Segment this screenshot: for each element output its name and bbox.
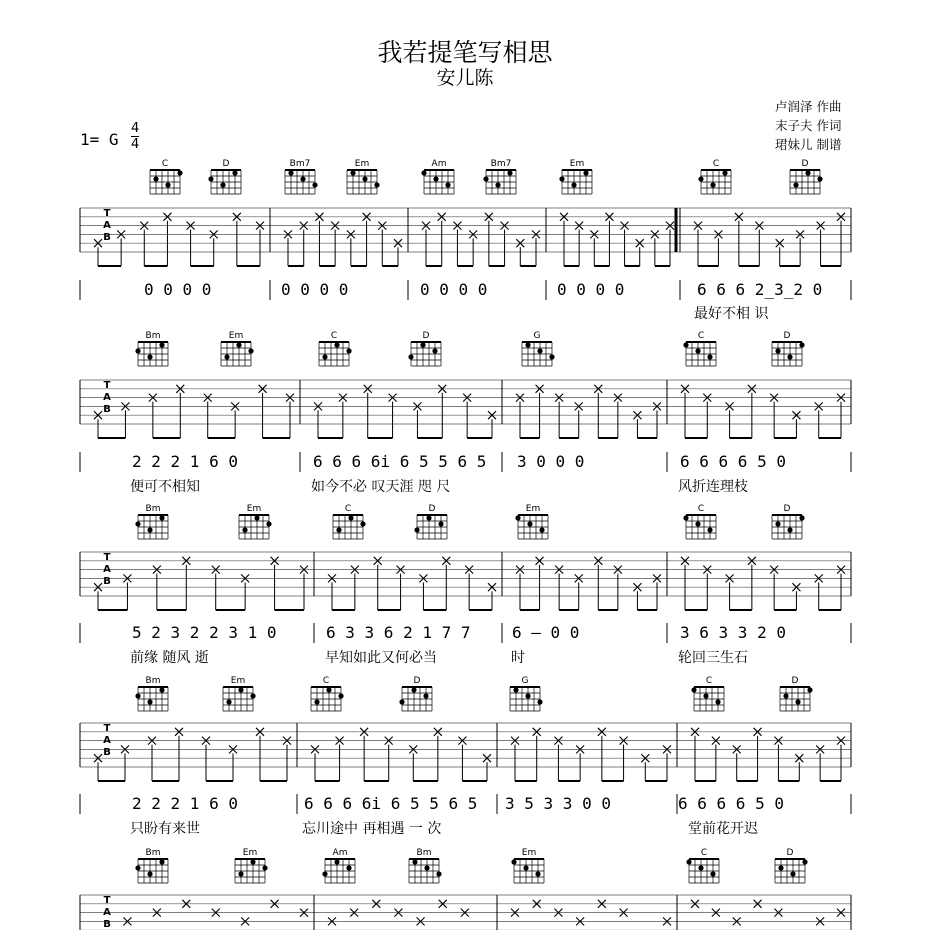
chord-dot — [350, 170, 355, 175]
chord-dot — [147, 871, 152, 876]
chord-diagram-Am — [322, 848, 355, 883]
chord-name: Em — [354, 159, 370, 169]
chord-dot — [807, 687, 812, 692]
chord-dot — [549, 354, 554, 359]
chord-diagram-D — [414, 504, 447, 539]
tab-staff — [80, 895, 851, 930]
chord-dot — [159, 342, 164, 347]
chord-dot — [783, 693, 788, 698]
tab-letter: A — [103, 392, 111, 403]
chord-dot — [334, 342, 339, 347]
chord-dot — [715, 699, 720, 704]
tab-staff — [80, 552, 851, 610]
chord-dot — [346, 348, 351, 353]
chord-dot — [312, 182, 317, 187]
chord-dot — [322, 871, 327, 876]
chord-dot — [525, 342, 530, 347]
chord-diagram-C — [150, 159, 183, 194]
chord-dot — [242, 527, 247, 532]
chord-dot — [778, 865, 783, 870]
chord-diagram-D — [790, 159, 823, 194]
time-denominator: 4 — [131, 137, 140, 152]
lyric-line: 风折连理枝 — [678, 479, 748, 495]
chord-dot — [436, 871, 441, 876]
tab-letter: A — [103, 907, 111, 918]
jianpu-measure: 3 6 3 3 2 0 — [680, 623, 786, 642]
chord-name: Bm7 — [490, 159, 512, 169]
chord-dot — [539, 527, 544, 532]
chord-name: Em — [521, 848, 537, 858]
jianpu-measure: 6 3 3 6 2 1 7 7 — [326, 623, 471, 642]
tab-letter: T — [103, 895, 111, 906]
chord-diagram-D — [772, 331, 805, 366]
tab-letter: T — [103, 723, 111, 734]
chord-dot — [135, 521, 140, 526]
chord-name: C — [705, 676, 713, 686]
chord-dot — [147, 354, 152, 359]
chord-dot — [147, 527, 152, 532]
chord-dot — [236, 342, 241, 347]
chord-diagram-Bm — [409, 848, 442, 883]
chord-diagram-D — [208, 159, 241, 194]
lyric-line: 只盼有来世 — [130, 821, 200, 837]
chord-dot — [583, 170, 588, 175]
chord-dot — [336, 527, 341, 532]
chord-name: D — [422, 331, 430, 341]
chord-dot — [695, 348, 700, 353]
jianpu-measure: 0 0 0 0 — [420, 280, 488, 299]
chord-dot — [722, 170, 727, 175]
chord-dot — [799, 515, 804, 520]
chord-dot — [695, 521, 700, 526]
chord-diagram-Em — [235, 848, 268, 883]
jianpu-measure: 6 6 6 6 5 0 — [680, 452, 786, 471]
chord-name: G — [533, 331, 541, 341]
chord-dot — [495, 182, 500, 187]
chord-dot — [438, 521, 443, 526]
chord-dot — [153, 176, 158, 181]
chord-diagram-C — [319, 331, 352, 366]
tab-letter: B — [103, 919, 111, 930]
lyric-line: 前缘 随风 逝 — [130, 650, 209, 666]
chord-dot — [314, 699, 319, 704]
chord-dot — [683, 515, 688, 520]
chord-name: D — [801, 159, 809, 169]
chord-dot — [433, 176, 438, 181]
chord-name: Em — [525, 504, 541, 514]
chord-diagram-Em — [347, 159, 380, 194]
chord-name: C — [322, 676, 330, 686]
chord-dot — [423, 693, 428, 698]
chord-dot — [537, 699, 542, 704]
chord-name: Em — [569, 159, 585, 169]
chord-dot — [346, 865, 351, 870]
jianpu-measure: 5 2 3 2 2 3 1 0 — [132, 623, 277, 642]
chord-dot — [707, 527, 712, 532]
jianpu-measure: 2 2 2 1 6 0 — [132, 794, 238, 813]
lyricist-credit: 末子夫 作词 — [775, 118, 842, 133]
chord-dot — [698, 176, 703, 181]
chord-name: G — [521, 676, 529, 686]
chord-name: Am — [332, 848, 348, 858]
chord-diagram-D — [772, 504, 805, 539]
lyric-line: 轮回三生石 — [678, 650, 748, 666]
chord-diagram-C — [683, 331, 716, 366]
chord-diagram-D — [780, 676, 813, 711]
chord-dot — [686, 859, 691, 864]
chord-dot — [698, 865, 703, 870]
chord-diagram-Bm — [135, 676, 168, 711]
chord-dot — [374, 182, 379, 187]
chord-diagram-C — [686, 848, 719, 883]
chord-dot — [412, 859, 417, 864]
chord-dot — [805, 170, 810, 175]
chord-dot — [224, 354, 229, 359]
chord-dot — [793, 182, 798, 187]
chord-name: Bm — [145, 848, 161, 858]
chord-dot — [348, 515, 353, 520]
chord-name: Em — [230, 676, 246, 686]
tab-letter: T — [103, 380, 111, 391]
jianpu-measure: 6 6 6 2̲3̲2 0 — [697, 280, 823, 299]
tab-staff — [80, 723, 851, 781]
chord-dot — [775, 521, 780, 526]
chord-name: D — [783, 504, 791, 514]
chord-dot — [248, 348, 253, 353]
chord-dot — [334, 859, 339, 864]
chord-dot — [523, 865, 528, 870]
chord-name: Bm7 — [289, 159, 311, 169]
chord-dot — [537, 348, 542, 353]
chord-dot — [250, 693, 255, 698]
lyric-line: 便可不相知 — [130, 479, 200, 495]
chord-dot — [322, 354, 327, 359]
chord-dot — [710, 871, 715, 876]
song-title: 我若提笔写相思 — [377, 38, 553, 67]
chord-dot — [411, 687, 416, 692]
chord-dot — [535, 871, 540, 876]
chord-diagram-D — [408, 331, 441, 366]
chord-name: Am — [431, 159, 447, 169]
chord-dot — [527, 521, 532, 526]
chord-diagram-C — [691, 676, 724, 711]
jianpu-measure: 0 0 0 0 — [281, 280, 349, 299]
chord-diagram-Bm7 — [483, 159, 516, 194]
chord-diagram-Em — [223, 676, 256, 711]
chord-diagram-Em — [515, 504, 548, 539]
chord-dot — [691, 687, 696, 692]
tab-letter: T — [103, 552, 111, 563]
lyric-line: 堂前花开迟 — [688, 821, 758, 837]
chord-dot — [515, 515, 520, 520]
chord-name: D — [786, 848, 794, 858]
chord-dot — [795, 699, 800, 704]
chord-dot — [220, 182, 225, 187]
chord-diagram-Am — [421, 159, 454, 194]
chord-dot — [799, 342, 804, 347]
jianpu-measure: 6 — 0 0 — [512, 623, 580, 642]
chord-diagram-Bm — [135, 504, 168, 539]
chord-dot — [232, 170, 237, 175]
chord-dot — [147, 699, 152, 704]
chord-dot — [420, 342, 425, 347]
chord-dot — [238, 687, 243, 692]
chord-dot — [513, 687, 518, 692]
chord-diagram-C — [683, 504, 716, 539]
composer-credit: 卢润泽 作曲 — [775, 99, 842, 114]
chord-dot — [238, 871, 243, 876]
chord-name: Bm — [145, 676, 161, 686]
chord-dot — [787, 527, 792, 532]
tab-letter: B — [103, 404, 111, 415]
chord-dot — [326, 687, 331, 692]
chord-dot — [159, 687, 164, 692]
chord-name: Bm — [145, 504, 161, 514]
chord-dot — [775, 348, 780, 353]
chord-name: D — [413, 676, 421, 686]
lyric-line: 早知如此又何必当 — [325, 650, 437, 666]
chord-name: Em — [228, 331, 244, 341]
chord-diagram-G — [522, 331, 555, 366]
chord-dot — [703, 693, 708, 698]
chord-dot — [159, 859, 164, 864]
chord-dot — [250, 859, 255, 864]
chord-dot — [817, 176, 822, 181]
chord-dot — [424, 865, 429, 870]
chord-diagram-Em — [511, 848, 544, 883]
artist-name: 安儿陈 — [436, 67, 494, 89]
jianpu-measure: 0 0 0 0 — [557, 280, 625, 299]
jianpu-measure: 6 6 6 6i 6 5 5 6 5 — [313, 452, 487, 471]
time-numerator: 4 — [131, 121, 140, 136]
chord-dot — [571, 182, 576, 187]
chord-dot — [802, 859, 807, 864]
chord-dot — [559, 176, 564, 181]
chord-name: C — [697, 504, 705, 514]
chord-dot — [208, 176, 213, 181]
chord-dot — [483, 176, 488, 181]
chord-dot — [135, 693, 140, 698]
chord-dot — [300, 176, 305, 181]
chord-dot — [683, 342, 688, 347]
lyric-line: 如今不必 叹天涯 咫 尺 — [311, 479, 451, 495]
chord-name: Bm — [145, 331, 161, 341]
lyric-line: 忘川途中 再相遇 一 次 — [302, 821, 442, 837]
chord-diagram-Em — [221, 331, 254, 366]
chord-diagram-Em — [239, 504, 272, 539]
chord-dot — [362, 176, 367, 181]
jianpu-measure: 3 0 0 0 — [517, 452, 585, 471]
tab-letter: B — [103, 232, 111, 243]
chord-name: D — [428, 504, 436, 514]
tab-letter: B — [103, 576, 111, 587]
chord-dot — [135, 865, 140, 870]
chord-dot — [525, 693, 530, 698]
chord-dot — [226, 699, 231, 704]
tab-staff — [80, 380, 851, 438]
chord-dot — [135, 348, 140, 353]
chord-name: C — [700, 848, 708, 858]
chord-dot — [710, 182, 715, 187]
tab-staff — [80, 208, 851, 266]
chord-name: C — [161, 159, 169, 169]
jianpu-measure: 2 2 2 1 6 0 — [132, 452, 238, 471]
chord-dot — [432, 348, 437, 353]
chord-dot — [511, 859, 516, 864]
chord-diagram-D — [399, 676, 432, 711]
chord-dot — [426, 515, 431, 520]
lyric-line: 时 — [511, 650, 525, 666]
tab-letter: A — [103, 564, 111, 575]
tab-letter: T — [103, 208, 111, 219]
lyric-line: 最好不相 识 — [694, 306, 769, 322]
chord-diagram-Bm — [135, 331, 168, 366]
chord-diagram-G — [510, 676, 543, 711]
chord-dot — [408, 354, 413, 359]
chord-dot — [262, 865, 267, 870]
jianpu-measure: 3 5 3 3 0 0 — [505, 794, 611, 813]
chord-name: Em — [246, 504, 262, 514]
chord-dot — [165, 182, 170, 187]
chord-dot — [787, 354, 792, 359]
chord-name: D — [783, 331, 791, 341]
chord-dot — [790, 871, 795, 876]
chord-dot — [414, 527, 419, 532]
chord-name: C — [712, 159, 720, 169]
chord-dot — [360, 521, 365, 526]
chord-name: C — [330, 331, 338, 341]
tab-letter: A — [103, 220, 111, 231]
chord-name: Em — [242, 848, 258, 858]
chord-dot — [707, 354, 712, 359]
chord-name: D — [222, 159, 230, 169]
chord-dot — [159, 515, 164, 520]
chord-dot — [288, 170, 293, 175]
jianpu-measure: 6 6 6 6i 6 5 5 6 5 — [304, 794, 478, 813]
chord-diagram-C — [311, 676, 344, 711]
jianpu-measure: 0 0 0 0 — [144, 280, 212, 299]
chord-dot — [421, 170, 426, 175]
chord-diagram-Bm7 — [285, 159, 318, 194]
chord-dot — [507, 170, 512, 175]
chord-dot — [399, 699, 404, 704]
chord-dot — [266, 521, 271, 526]
chord-diagram-Bm — [135, 848, 168, 883]
chord-diagram-C — [698, 159, 731, 194]
chord-dot — [445, 182, 450, 187]
tab-letter: A — [103, 735, 111, 746]
jianpu-measure: 6 6 6 6 5 0 — [678, 794, 784, 813]
chord-name: Bm — [416, 848, 432, 858]
chord-dot — [177, 170, 182, 175]
key-signature: 1= G — [80, 130, 119, 149]
tab-letter: B — [103, 747, 111, 758]
chord-diagram-C — [333, 504, 366, 539]
chord-name: C — [697, 331, 705, 341]
chord-dot — [254, 515, 259, 520]
chord-diagram-Em — [559, 159, 592, 194]
chord-dot — [338, 693, 343, 698]
chord-diagram-D — [775, 848, 808, 883]
arranger-credit: 珺妹儿 制谱 — [775, 137, 842, 152]
chord-name: D — [791, 676, 799, 686]
chord-name: C — [344, 504, 352, 514]
